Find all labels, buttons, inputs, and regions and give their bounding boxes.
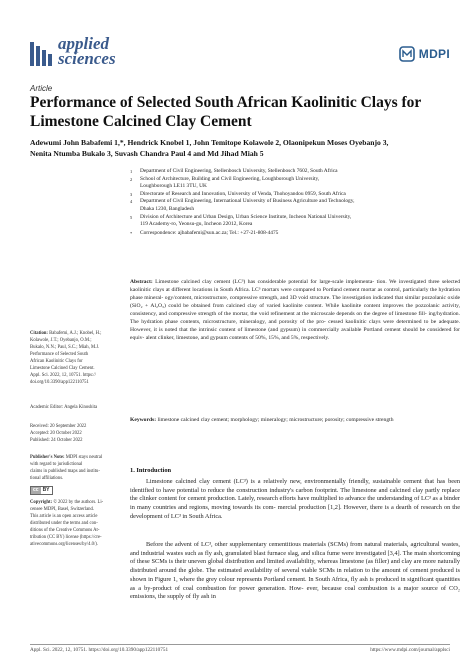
article-type: Article — [30, 84, 53, 93]
journal-logo-icon — [30, 42, 52, 66]
correspondence: * Correspondence: ajbabafemi@sun.ac.za; Tel.: +27-21-808-4475 — [130, 229, 279, 236]
publisher-note: Publisher's Note: MDPI stays neutral with regard to jurisdictional claims in published maps and institu- tional affiliations. — [30, 455, 103, 481]
page-footer — [30, 647, 450, 653]
cc-icon: cc — [33, 487, 39, 493]
keywords: Keywords: limestone calcined clay cement; morphology; mineralogy; microstructure; porosity; compressive strength — [130, 417, 394, 423]
journal-url[interactable]: https://www.mdpi.com/journal/applsci — [370, 647, 450, 653]
journal-header — [30, 36, 450, 76]
affiliation-item: 119 Academy-ro, Yeonsu-gu, Incheon 22012, Korea — [140, 221, 253, 228]
affiliation-item: 4 Department of Civil Engineering, International University of Business Agriculture and Technology, — [130, 198, 355, 205]
license-block: cc BY Copyright: © 2022 by the authors. Li- censee MDPI, Basel, Switzerland. This article is an open access article distributed under the terms and con- ditions of the Creative Commons At- tribution (CC BY) license (https://cre- ativecommons.org/licenses/by/4.0/). — [30, 487, 104, 547]
intro-paragraph-2: Before the advent of LC³, other supplementary cementitious materials (SCMs) from natural materials, agricultural wastes, and industrial wastes such as fly ash, granulated blast furnace slag, and silica fume were investigated [3,4]. The main shortcoming of these SCMs is their uneven global distribution and limited availability, whereas limestone (as filler) and clay are more naturally distributed around the globe. The estimated availability of several viable SCMs in relation to the amount of cement produced is shown in Figure 1, where the grey colour represents Portland cement. In South Africa, fly ash is produced in significant quantities as a by-product of coal combustion for power generation. How- ever, because coal combustion is a major source of CO₂ emissions, the supply of fly ash in — [130, 541, 461, 601]
paper-title: Performance of Selected South African Kaolinitic Clays for Limestone Calcined Clay Cement — [30, 94, 422, 130]
section-heading: 1. Introduction — [130, 467, 172, 474]
affiliation-item: Loughborough LE11 3TU, UK — [140, 183, 207, 190]
intro-paragraph-1: Limestone calcined clay cement (LC³) is a relatively new, environmentally friendly, sustainable cement that has been identified to have potential to reduce the construction industry's carbon footprint. The limestone and calcined clay partly replace the clinker content for cement production. Lately, research efforts have multiplied to advance the understanding of LC³ as a binder in many countries and regions, moving towards its com- mercial production [1,2]. However, there is a dearth of research on the development of LC³ in South Africa. — [130, 478, 461, 520]
journal-name: applied sciences — [58, 34, 116, 68]
academic-editor: Academic Editor: Angela Kinoshita — [30, 405, 98, 410]
mdpi-icon — [399, 46, 415, 62]
doi-link[interactable]: doi.org/10.3390/app122110751 — [30, 380, 89, 385]
cc-by-badge[interactable] — [30, 486, 53, 495]
affiliations — [130, 168, 460, 237]
license-link[interactable]: ativecommons.org/licenses/by/4.0/). — [30, 542, 99, 547]
by-icon: BY — [42, 487, 50, 493]
affiliation-item: 3 Directorate of Research and Innovation, University of Venda, Thohoyandou 0959, South Africa — [130, 190, 346, 197]
citation-block: Citation: Babafemi, A.J.; Knobel, H.; Kolawole, J.T.; Oyebanjo, O.M.; Bukalo, N.N.; Paul, S.C.; Miah, M.J. Performance of Selected South African Kaolinitic Clays for Limestone Calcined Clay Cement. Appl. Sci. 2022, 12, 10751. https:// doi.org/10.3390/app122110751 — [30, 331, 102, 385]
affiliation-item: 1 Department of Civil Engineering, Stellenbosch University, Stellenbosch 7602, South Africa — [130, 168, 338, 174]
affiliation-item: 2 School of Architecture, Building and Civil Engineering, Loughborough University, — [130, 175, 320, 182]
affiliation-item: Dhaka 1230, Bangladesh — [140, 205, 195, 212]
affiliation-item: 5 Division of Architecture and Urban Design, Urban Science Institute, Incheon National University, — [130, 213, 352, 220]
publisher-logo: MDPI — [399, 42, 450, 66]
abstract: Abstract: Limestone calcined clay cement (LC³) has considerable potential for large-scale implementa- tion. We investigated three selected kaolinitic clays at different locations in South Africa. LC³ mortars were compared to Portland cement mortar as control, particularly the hydration phase mineral- ogy/content, microstructure, compressive strength, and 3D void structure. The investigation indicated that similar pozzolanic oxide (SiO₂ + Al₂O₃) could be obtained from calcined clay of varied kaolinite content. While kaolinite content improves the pozzolanic activity, consistency, and compressive strength of the mortar, the void refinement at the microscale depends on the degree of limestone fill- ing/hydration. The hydration phase contents, microstructure, mineralogy, and porosity of the pro- cessed kaolinitic clays were determined to be adequate. However, it is noted that the intrinsic content of limestone (and gypsum) in commercially available Portland cement should be considered for equiv- alent clinker, limestone, and gypsum contents of 50%, 15%, and 5%, respectively. — [130, 279, 460, 341]
footer-divider — [30, 644, 450, 645]
publication-dates: Received: 20 September 2022 Accepted: 20 October 2022 Published: 24 October 2022 — [30, 424, 87, 443]
author-list: Adewumi John Babafemi 1,*, Hendrick Knobel 1, John Temitope Kolawole 2, Olaonipekun Moses Oyebanjo 3, Nenita Ntumba Bukalo 3, Suvash Chandra Paul 4 and Md Jihad Miah 5 — [30, 138, 389, 158]
footer-citation[interactable]: Appl. Sci. 2022, 12, 10751. https://doi.org/10.3390/app122110751 — [30, 647, 169, 653]
